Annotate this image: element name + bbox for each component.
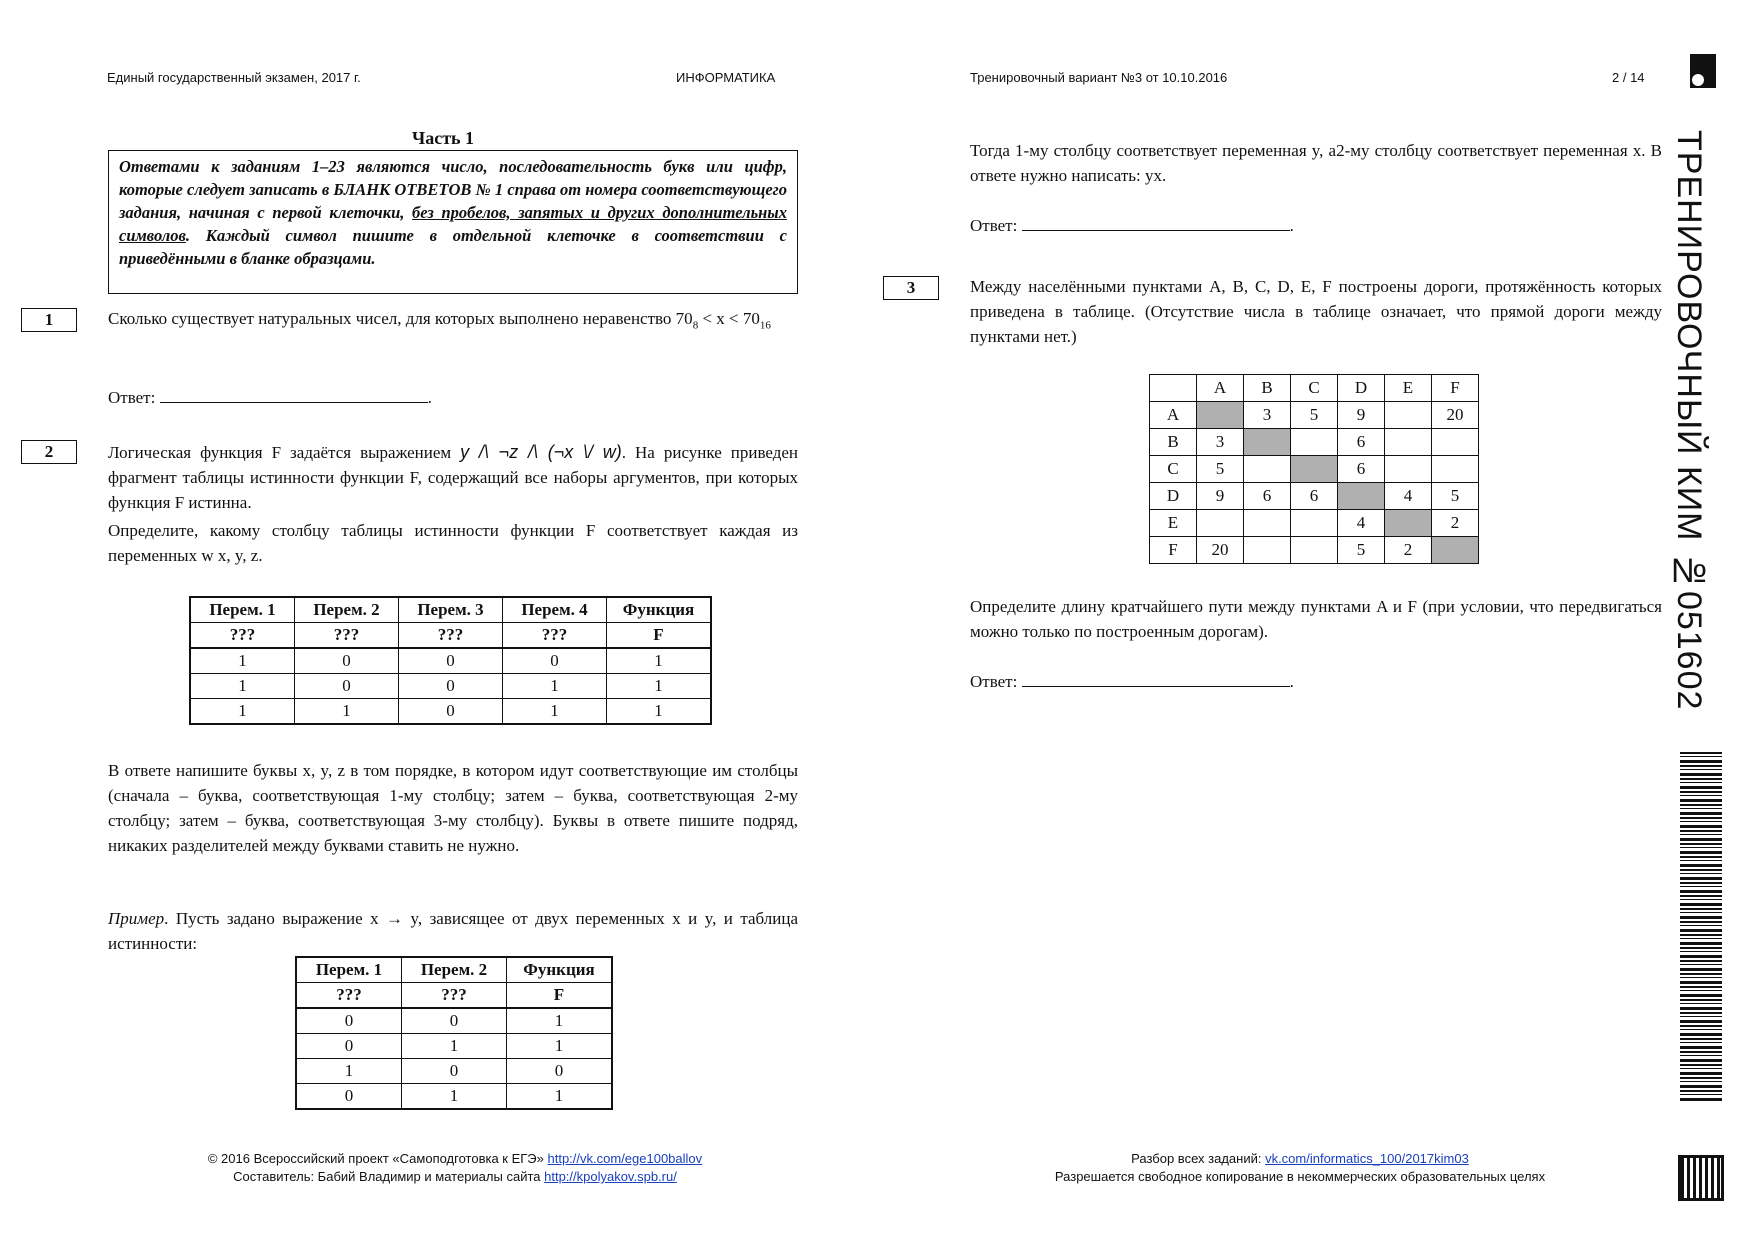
ex-cell: 0 (296, 1034, 402, 1059)
dist-col-header: C (1291, 375, 1338, 402)
task2-example-text: . Пусть задано выражение x → y, зависящее от двух переменных x и y, и таблица истинности: (108, 909, 798, 953)
task2-answer-label: Ответ: (970, 216, 1022, 235)
task2-continuation: Тогда 1-му столбцу соответствует переменная y, а2-му столбцу соответствует переменная x. В ответе нужно написать: yx. (970, 141, 1662, 185)
dist-cell: 6 (1338, 429, 1385, 456)
table-row (1150, 537, 1479, 564)
table-row (296, 1034, 612, 1059)
footer-right-link1[interactable]: vk.com/informatics_100/2017kim03 (1265, 1151, 1469, 1166)
task2-text-a: Логическая функция F задаётся выражением (108, 443, 461, 462)
dist-cell: 5 (1432, 483, 1479, 510)
dist-cell (1432, 456, 1479, 483)
t2-cell: 1 (607, 699, 712, 725)
task3-answer: Ответ: . (970, 668, 1294, 694)
dist-row-header: C (1150, 456, 1197, 483)
dist-cell: 20 (1432, 402, 1479, 429)
t2-cell: 1 (190, 674, 295, 699)
footer-left-link2[interactable]: http://kpolyakov.spb.ru/ (544, 1169, 677, 1184)
t2-cell: 0 (295, 674, 399, 699)
table-row (190, 674, 711, 699)
t2-head2: ??? (190, 623, 295, 649)
dist-col-header: A (1197, 375, 1244, 402)
task1-text (108, 306, 798, 338)
t2-head: Перем. 3 (399, 597, 503, 623)
task2-text-b: . На рисунке приведен фрагмент таблицы истинности функции F, содержащий все наборы аргументов, при которых функция F истинна. (108, 443, 798, 512)
intro-text-underlined: без пробелов, запятых и других дополнительных символов (119, 203, 787, 245)
task2-text (108, 440, 798, 515)
ex-cell: 1 (402, 1084, 507, 1110)
task1-text-a: Сколько существует натуральных чисел, для которых выполнено неравенство 70 (108, 309, 693, 328)
dist-cell: 9 (1338, 402, 1385, 429)
t2-cell: 1 (190, 699, 295, 725)
table-row (1150, 429, 1479, 456)
dist-cell: 2 (1385, 537, 1432, 564)
dist-row-header: F (1150, 537, 1197, 564)
side-title: ТРЕНИРОВОЧНЫЙ КИМ №051602 (1670, 130, 1708, 711)
t2-cell: 1 (503, 699, 607, 725)
table-row (190, 699, 711, 725)
ex-cell: 1 (507, 1034, 613, 1059)
task2-expression: y /\ ¬z /\ (¬x \/ w) (460, 442, 622, 462)
dist-row-header: E (1150, 510, 1197, 537)
dist-col-header: B (1244, 375, 1291, 402)
footer-right (950, 1150, 1650, 1186)
ex-cell: 0 (296, 1084, 402, 1110)
task2-answer: Ответ: . (970, 212, 1294, 238)
t2-cell: 1 (190, 648, 295, 674)
ex-cell: 1 (296, 1059, 402, 1084)
intro-text-b: . Каждый символ пишите в отдельной клеточке в соответствии с приведёнными в бланке образцами. (119, 226, 787, 268)
task2-example-table (295, 956, 613, 1110)
dist-cell: 9 (1197, 483, 1244, 510)
ex-cell: 1 (402, 1034, 507, 1059)
dist-cell (1432, 429, 1479, 456)
ex-head2: ??? (296, 983, 402, 1009)
dist-row-header: A (1150, 402, 1197, 429)
t2-cell: 0 (399, 699, 503, 725)
qr-code-icon (1678, 1155, 1724, 1201)
dist-cell: 5 (1291, 402, 1338, 429)
t2-head2: F (607, 623, 712, 649)
ex-cell: 0 (402, 1008, 507, 1034)
dist-cell (1291, 537, 1338, 564)
footer-right-line1: Разбор всех заданий: (1131, 1151, 1266, 1166)
task2-answer-field[interactable] (1022, 212, 1290, 231)
task2-example-label: Пример (108, 909, 165, 928)
dist-cell: 2 (1432, 510, 1479, 537)
ex-head2: ??? (402, 983, 507, 1009)
ex-head: Функция (507, 957, 613, 983)
task2-text-d: В ответе напишите буквы x, y, z в том порядке, в котором идут соответствующие им столбцы (сначала – буква, соответствующая 1-му столбцу; затем – буква, соответствующая 2-му столбцу; затем – буква, соответствующая 3-му столбцу). Буквы в ответе пишите подряд, никаких разделителей между буквами ставить не нужно. (108, 761, 798, 855)
corner-marker-icon (1690, 54, 1716, 88)
dist-cell: 6 (1244, 483, 1291, 510)
task2-text-c: Определите, какому столбцу таблицы истинности функции F соответствует каждая из переменных w x, y, z. (108, 521, 798, 565)
table-row (1150, 483, 1479, 510)
ex-cell: 1 (507, 1008, 613, 1034)
dist-cell (1197, 510, 1244, 537)
t2-cell: 1 (295, 699, 399, 725)
dist-row-header: D (1150, 483, 1197, 510)
dist-diagonal-cell (1244, 429, 1291, 456)
dist-cell (1291, 429, 1338, 456)
t2-cell: 1 (503, 674, 607, 699)
table-row (1150, 510, 1479, 537)
dist-diagonal-cell (1432, 537, 1479, 564)
header-exam: Единый государственный экзамен, 2017 г. (107, 70, 361, 85)
ex-head: Перем. 1 (296, 957, 402, 983)
dist-cell (1244, 456, 1291, 483)
part-title: Часть 1 (412, 128, 475, 148)
dist-cell (1385, 456, 1432, 483)
task3-number: 3 (883, 276, 939, 300)
dist-diagonal-cell (1338, 483, 1385, 510)
intro-text-a: Ответами к заданиям 1–23 являются число, последовательность букв или цифр, которые следует записать в БЛАНК ОТВЕТОВ № 1 справа от номера соответствующего задания, начиная с первой клеточки, (119, 157, 787, 222)
t2-cell: 1 (607, 648, 712, 674)
task1-sub1: 8 (692, 319, 699, 332)
table-row (1150, 402, 1479, 429)
t2-head: Функция (607, 597, 712, 623)
t2-cell: 1 (607, 674, 712, 699)
dist-cell: 5 (1197, 456, 1244, 483)
t2-cell: 0 (295, 648, 399, 674)
task3-answer-label: Ответ: (970, 672, 1022, 691)
task3-text: Между населёнными пунктами A, B, C, D, E, F построены дороги, протяжённость которых приведена в таблице. (Отсутствие числа в таблице означает, что прямой дороги между пунктами нет.) (970, 277, 1662, 346)
t2-head: Перем. 4 (503, 597, 607, 623)
dist-col-header: D (1338, 375, 1385, 402)
dist-col-header: E (1385, 375, 1432, 402)
table-row (296, 1084, 612, 1110)
dist-cell: 6 (1291, 483, 1338, 510)
footer-right-line2: Разрешается свободное копирование в некоммерческих образовательных целях (1054, 1169, 1546, 1184)
dist-cell: 20 (1197, 537, 1244, 564)
dist-cell (1385, 429, 1432, 456)
ex-cell: 0 (402, 1059, 507, 1084)
dist-cell (1291, 510, 1338, 537)
t2-head2: ??? (295, 623, 399, 649)
dist-row-header: B (1150, 429, 1197, 456)
task2-example (108, 906, 798, 956)
t2-head: Перем. 2 (295, 597, 399, 623)
table-row (190, 648, 711, 674)
dist-diagonal-cell (1197, 402, 1244, 429)
barcode-icon (1680, 752, 1722, 1102)
ex-head: Перем. 2 (402, 957, 507, 983)
task1-answer-field[interactable] (160, 384, 428, 403)
task1-number: 1 (21, 308, 77, 332)
footer-left (110, 1150, 800, 1186)
task3-answer-field[interactable] (1022, 668, 1290, 687)
footer-left-line1: © 2016 Всероссийский проект «Самоподготовка к ЕГЭ» (207, 1151, 548, 1166)
task1-sub2: 16 (759, 319, 771, 332)
task2-truth-table (189, 596, 712, 725)
dist-cell (1244, 537, 1291, 564)
t2-head2: ??? (399, 623, 503, 649)
dist-col-header (1150, 375, 1197, 402)
header-page: 2 / 14 (1612, 70, 1645, 85)
footer-left-link1[interactable]: http://vk.com/ege100ballov (547, 1151, 703, 1166)
ex-cell: 1 (507, 1084, 613, 1110)
footer-left-line2: Составитель: Бабий Владимир и материалы сайта (233, 1169, 545, 1184)
dist-cell: 3 (1197, 429, 1244, 456)
ex-head2: F (507, 983, 613, 1009)
dist-diagonal-cell (1385, 510, 1432, 537)
t2-cell: 0 (399, 648, 503, 674)
dist-cell: 6 (1338, 456, 1385, 483)
t2-head: Перем. 1 (190, 597, 295, 623)
ex-cell: 0 (507, 1059, 613, 1084)
t2-cell: 0 (503, 648, 607, 674)
table-row (1150, 456, 1479, 483)
dist-col-header: F (1432, 375, 1479, 402)
dist-cell (1244, 510, 1291, 537)
dist-cell: 5 (1338, 537, 1385, 564)
table-row (296, 1008, 612, 1034)
header-subject: ИНФОРМАТИКА (676, 70, 776, 85)
table-row (296, 1059, 612, 1084)
task1-answer-label: Ответ: (108, 388, 160, 407)
dist-cell: 4 (1385, 483, 1432, 510)
intro-box (108, 150, 798, 294)
task3-distance-table (1149, 374, 1479, 564)
t2-cell: 0 (399, 674, 503, 699)
task2-number: 2 (21, 440, 77, 464)
dist-cell (1385, 402, 1432, 429)
header-variant: Тренировочный вариант №3 от 10.10.2016 (970, 70, 1228, 85)
dist-cell: 4 (1338, 510, 1385, 537)
dist-cell: 3 (1244, 402, 1291, 429)
task1-text-b: < x < 70 (698, 309, 760, 328)
dist-diagonal-cell (1291, 456, 1338, 483)
task3-question: Определите длину кратчайшего пути между пунктами A и F (при условии, что передвигаться можно только по построенным дорогам). (970, 597, 1662, 641)
ex-cell: 0 (296, 1008, 402, 1034)
task1-answer: Ответ: . (108, 384, 432, 410)
t2-head2: ??? (503, 623, 607, 649)
